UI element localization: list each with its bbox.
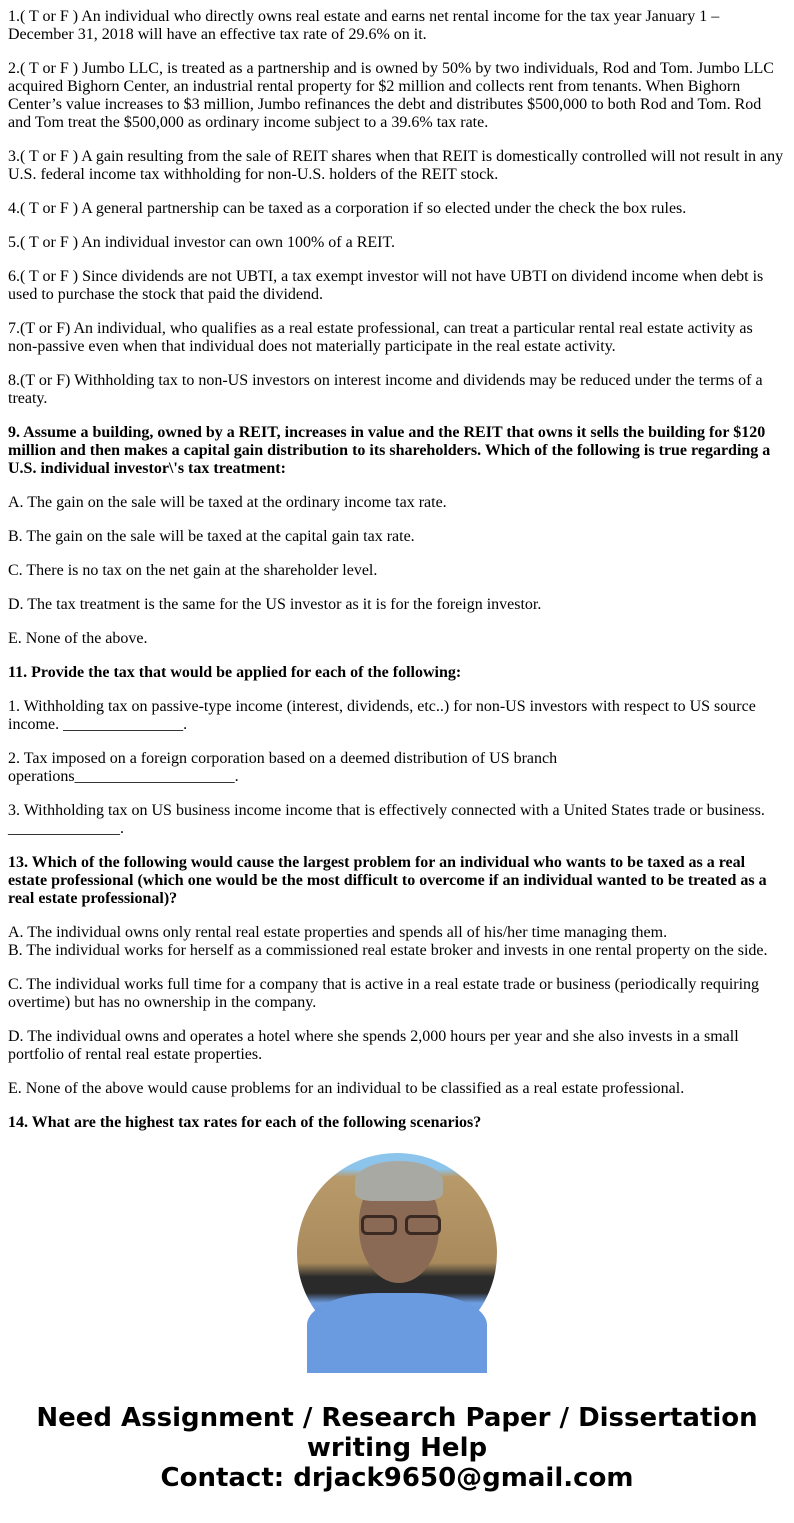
paragraph-line: 3. Withholding tax on US business income income that is effectively connected with a United States trade or business. ______________. bbox=[8, 802, 765, 837]
paragraph-line: operations____________________. bbox=[8, 768, 239, 785]
paragraph-line: C. There is no tax on the net gain at the shareholder level. bbox=[8, 562, 378, 579]
paragraph-line: A. The gain on the sale will be taxed at the ordinary income tax rate. bbox=[8, 494, 447, 511]
question-paragraph bbox=[8, 924, 786, 960]
question-paragraph bbox=[8, 494, 786, 512]
photo-shirt bbox=[307, 1293, 487, 1373]
paragraph-line: E. None of the above would cause problems for an individual to be classified as a real estate professional. bbox=[8, 1080, 685, 1097]
paragraph-line: 1.( T or F ) An individual who directly owns real estate and earns net rental income for the tax year January 1 – December 31, 2018 will have an effective tax rate of 29.6% on it. bbox=[8, 8, 720, 43]
paragraph-line: B. The gain on the sale will be taxed at the capital gain tax rate. bbox=[8, 528, 415, 545]
paragraph-line: A. The individual owns only rental real estate properties and spends all of his/her time managing them. bbox=[8, 924, 668, 941]
paragraph-line: 11. Provide the tax that would be applied for each of the following: bbox=[8, 664, 462, 681]
question-paragraph bbox=[8, 200, 786, 218]
paragraph-line: 3.( T or F ) A gain resulting from the sale of REIT shares when that REIT is domestically controlled will not result in any U.S. federal income tax withholding for non-U.S. holders of the REIT stock. bbox=[8, 148, 784, 183]
question-paragraph bbox=[8, 60, 786, 132]
author-photo bbox=[297, 1153, 497, 1353]
question-paragraph bbox=[8, 8, 786, 44]
paragraph-line: D. The individual owns and operates a hotel where she spends 2,000 hours per year and she also invests in a small portfolio of rental real estate properties. bbox=[8, 1028, 739, 1063]
paragraph-line: 2. Tax imposed on a foreign corporation based on a deemed distribution of US branch bbox=[8, 750, 558, 767]
question-paragraph bbox=[8, 372, 786, 408]
question-paragraph bbox=[8, 802, 786, 838]
question-paragraph bbox=[8, 976, 786, 1012]
question-heading bbox=[8, 1114, 786, 1132]
paragraph-line: 7.(T or F) An individual, who qualifies as a real estate professional, can treat a particular rental real estate activity as non-passive even when that individual does not materially participate in the real estate activity. bbox=[8, 320, 753, 355]
contact-banner bbox=[0, 1403, 794, 1493]
paragraph-line: B. The individual works for herself as a commissioned real estate broker and invests in one rental property on the side. bbox=[8, 942, 768, 959]
question-paragraph bbox=[8, 630, 786, 648]
paragraph-line: D. The tax treatment is the same for the US investor as it is for the foreign investor. bbox=[8, 596, 542, 613]
paragraph-line: 5.( T or F ) An individual investor can own 100% of a REIT. bbox=[8, 234, 396, 251]
question-paragraph bbox=[8, 268, 786, 304]
paragraph-line: 8.(T or F) Withholding tax to non-US investors on interest income and dividends may be reduced under the terms of a treaty. bbox=[8, 372, 763, 407]
question-document bbox=[8, 0, 786, 1131]
paragraph-line: 2.( T or F ) Jumbo LLC, is treated as a partnership and is owned by 50% by two individuals, Rod and Tom. Jumbo LLC acquired Bighorn Center, an industrial rental property for $2 million and collects rent from tenants. When Bighorn Center’s value increases to $3 million, Jumbo refinances the debt and distributes $500,000 to both Rod and Tom. Rod and Tom treat the $500,000 as ordinary income subject to a 39.6% tax rate. bbox=[8, 60, 774, 131]
paragraph-line: E. None of the above. bbox=[8, 630, 148, 647]
question-paragraph bbox=[8, 1028, 786, 1064]
photo-glasses bbox=[357, 1215, 447, 1237]
question-paragraph bbox=[8, 528, 786, 546]
paragraph-line: 9. Assume a building, owned by a REIT, increases in value and the REIT that owns it sells the building for $120 million and then makes a capital gain distribution to its shareholders. Which of the following is true regarding a U.S. individual investor\'s tax treatment: bbox=[8, 424, 771, 477]
paragraph-line: 4.( T or F ) A general partnership can be taxed as a corporation if so elected under the check the box rules. bbox=[8, 200, 687, 217]
question-paragraph bbox=[8, 750, 786, 786]
question-paragraph bbox=[8, 320, 786, 356]
question-paragraph bbox=[8, 234, 786, 252]
question-heading bbox=[8, 664, 786, 682]
question-paragraph bbox=[8, 596, 786, 614]
question-heading bbox=[8, 854, 786, 908]
question-paragraph bbox=[8, 148, 786, 184]
question-paragraph bbox=[8, 562, 786, 580]
question-paragraph bbox=[8, 1080, 786, 1098]
question-heading bbox=[8, 424, 786, 478]
paragraph-line: 14. What are the highest tax rates for each of the following scenarios? bbox=[8, 1114, 482, 1131]
question-paragraph bbox=[8, 698, 786, 734]
paragraph-line: 13. Which of the following would cause the largest problem for an individual who wants to be taxed as a real estate professional (which one would be the most difficult to overcome if an individual wanted to be treated as a real estate professional)? bbox=[8, 854, 767, 907]
contact-email: Contact: drjack9650@gmail.com bbox=[160, 1463, 634, 1493]
photo-hair bbox=[355, 1161, 443, 1201]
help-headline: Need Assignment / Research Paper / Dissertation writing Help bbox=[36, 1403, 758, 1463]
paragraph-line: 1. Withholding tax on passive-type income (interest, dividends, etc..) for non-US investors with respect to US source income. _______________. bbox=[8, 698, 756, 733]
paragraph-line: C. The individual works full time for a company that is active in a real estate trade or business (periodically requiring overtime) but has no ownership in the company. bbox=[8, 976, 760, 1011]
paragraph-line: 6.( T or F ) Since dividends are not UBTI, a tax exempt investor will not have UBTI on dividend income when debt is used to purchase the stock that paid the dividend. bbox=[8, 268, 764, 303]
